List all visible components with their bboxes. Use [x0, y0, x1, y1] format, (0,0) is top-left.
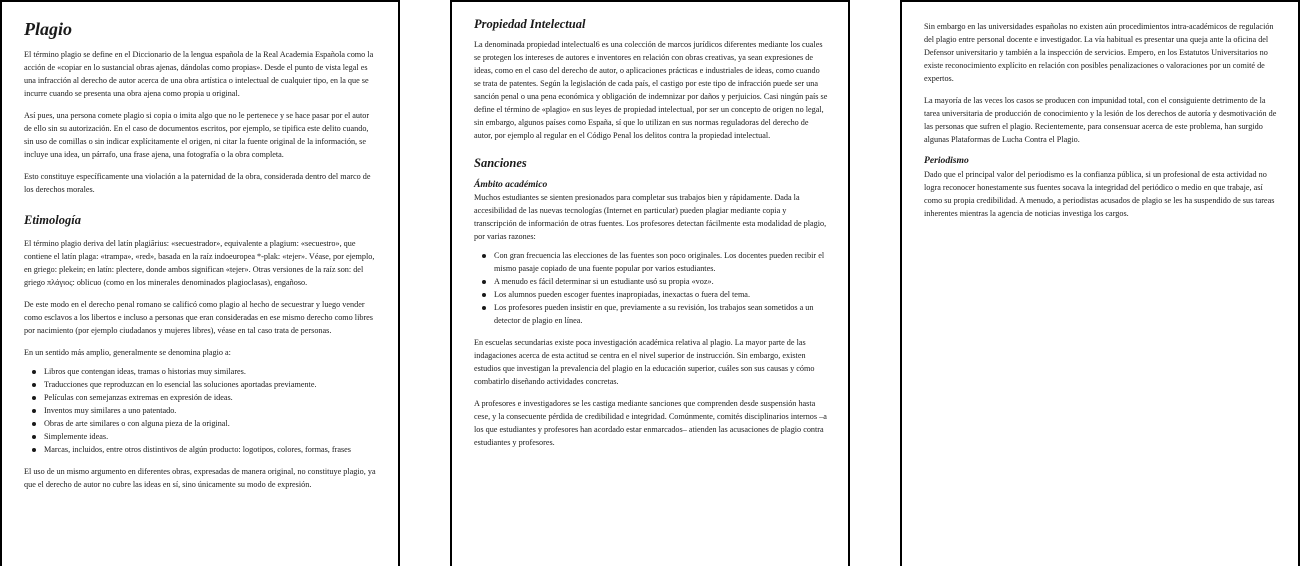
section-heading-sanciones: Sanciones: [474, 156, 527, 170]
list-item: Con gran frecuencia las elecciones de las fuentes son poco originales. Los docentes pueden recibir el mismo pasaje copiado de una fuente popular por varios estudiantes.: [474, 249, 828, 275]
list-item: Inventos muy similares a uno patentado.: [24, 404, 378, 417]
section-heading-propiedad-intelectual: Propiedad Intelectual: [474, 17, 586, 31]
page-title: Plagio: [24, 19, 72, 39]
paragraph: La mayoría de las veces los casos se producen con impunidad total, con el consiguiente detrimento de la tarea universitaria de producción de conocimiento y la lesión de los derechos de autoría y desmotivación de las personas que sufren el plagio. Recientemente, para consensuar acerca de este problema, han surgido algunas Plataformas de Lucha Contra el Plagio.: [924, 96, 1277, 144]
paragraph: En escuelas secundarias existe poca investigación académica relativa al plagio. La mayor parte de las indagaciones acerca de esta actitud se centra en el nivel superior de instrucción. Sin embargo, existen estudios que investigan la prevalencia del plagio en la educación superior, cuáles son sus causas y cómo combatirlo diseñando actividades concretas.: [474, 338, 815, 386]
list-item: Películas con semejanzas extremas en expresión de ideas.: [24, 391, 378, 404]
paragraph: Muchos estudiantes se sienten presionados para completar sus trabajos bien y rápidamente. Dada la accesibilidad de las nuevas tecnologías (Internet en particular) pueden plagiar mediante copia y transcripción de información de otras fuentes. Los profesores detectan fácilmente esta modalidad de plagio, por varias razones:: [474, 193, 827, 241]
paragraph: Sin embargo en las universidades españolas no existen aún procedimientos intra-académicos de regulación del plagio entre personal docente e investigador. La vía habitual es presentar una queja ante la oficina del Defensor universitario y también a la inspección de servicios. Empero, en los Estatutos Universitarios no existe reconocimiento explícito en relación con posibles penalizaciones o valoraciones por un comité de expertos.: [924, 22, 1274, 83]
document-page-1: [0, 0, 400, 566]
paragraph: El término plagio deriva del latín plagiārius: «secuestrador», equivalente a plagium: «secuestro», que contiene el latín plaga: «trampa», «red», basada en la raíz indoeuropea *-plak: «tejer». Véase, por ejemplo, en griego: plekein; en latín: plectere, donde ambos significan «tejer». Otras versiones de la raíz son: del griego πλάγιος: oblicuo (como en los minerales denominados plagioclasas), engañoso.: [24, 239, 375, 287]
paragraph: Así pues, una persona comete plagio si copia o imita algo que no le pertenece y se hace pasar por el autor de ello sin su autorización. En el caso de documentos escritos, por ejemplo, se tipifica este delito cuando, sin uso de comillas o sin indicar explícitamente el origen, ni citar la fuente original de la información, se incluye una idea, un párrafo, una frase ajena, una fotografía o la obra completa.: [24, 111, 370, 159]
list-item: Simplemente ideas.: [24, 430, 378, 443]
subsection-heading-periodismo: Periodismo: [924, 155, 969, 166]
paragraph: La denominada propiedad intelectual6 es una colección de marcos jurídicos diferentes mediante los cuales se protegen los intereses de autores e inventores en relación con obras creativas, ya sean expresiones de ideas, como en el caso del derecho de autor, o aplicaciones prácticas e industriales de ideas, como cuando se trata de patentes. Según la legislación de cada país, el castigo por este tipo de infracción puede ser una sanción penal o una pena económica y obligación de indemnizar por daños y perjuicios. Casi ningún país se define el término de «plagio» en sus leyes de propiedad intelectual, por ser un concepto de origen no legal, sin embargo, algunos países como España, sí que lo utilizan en sus normas reguladoras del derecho de autor, por ejemplo al regular en el Código Penal los delitos contra la propiedad intelectual.: [474, 40, 828, 140]
document-page-2: [450, 0, 850, 566]
document-page-3: [900, 0, 1300, 566]
paragraph: El término plagio se define en el Diccionario de la lengua española de la Real Academia Española como la acción de «copiar en lo sustancial obras ajenas, dándolas como propias». Desde el punto de vista legal es una infracción al derecho de autor acerca de una obra artística o intelectual de cualquier tipo, en la que se incurre cuando se presenta una obra ajena como propia u original.: [24, 50, 374, 98]
list-item: Libros que contengan ideas, tramas o historias muy similares.: [24, 365, 378, 378]
subsection-heading-ambito-academico: Ámbito académico: [474, 179, 548, 190]
paragraph: En un sentido más amplio, generalmente se denomina plagio a:: [24, 348, 231, 357]
list-item: Obras de arte similares o con alguna pieza de la original.: [24, 417, 378, 430]
list-item: Los alumnos pueden escoger fuentes inapropiadas, inexactas o fuera del tema.: [474, 288, 828, 301]
paragraph: Esto constituye específicamente una violación a la paternidad de la obra, considerada dentro del marco de los derechos morales.: [24, 172, 371, 194]
list-item: Los profesores pueden insistir en que, previamente a su revisión, los trabajos sean sometidos a un detector de plagio en línea.: [474, 301, 828, 327]
paragraph: A profesores e investigadores se les castiga mediante sanciones que comprenden desde suspensión hasta cese, y la consecuente pérdida de credibilidad e integridad. Comúnmente, comités disciplinarios internos –a los que estudiantes y profesores han acordado estar enmarcados– atienden las acusaciones de plagio contra estudiantes y profesores.: [474, 399, 827, 447]
list-item: A menudo es fácil determinar si un estudiante usó su propia «voz».: [474, 275, 828, 288]
paragraph: Dado que el principal valor del periodismo es la confianza pública, si un profesional de esta actividad no logra reconocer honestamente sus fuentes socava la integridad del periódico o medio en que trabaje, así como su propia credibilidad. A menudo, a periodistas acusados de plagio se les ha suspendido de sus tareas inherentes mientras la agencia de noticias investiga los cargos.: [924, 170, 1275, 218]
section-heading-etimologia: Etimología: [24, 213, 81, 227]
paragraph: El uso de un mismo argumento en diferentes obras, expresadas de manera original, no constituye plagio, ya que el derecho de autor no cubre las ideas en sí, sino únicamente su modo de expresión.: [24, 467, 376, 489]
list-item: Traducciones que reproduzcan en lo esencial las soluciones aportadas previamente.: [24, 378, 378, 391]
paragraph: De este modo en el derecho penal romano se calificó como plagio al hecho de secuestrar y luego vender como esclavos a los libertos e incluso a personas que eran consideradas en ese mismo derecho como libres por nacimiento (por ejemplo ciudadanos y mujeres libres), véase en tal caso trata de personas.: [24, 300, 373, 335]
list-item: Marcas, incluidos, entre otros distintivos de algún producto: logotipos, colores, formas, frases: [24, 443, 378, 456]
bullet-list: [474, 249, 828, 327]
bullet-list: [24, 365, 378, 456]
